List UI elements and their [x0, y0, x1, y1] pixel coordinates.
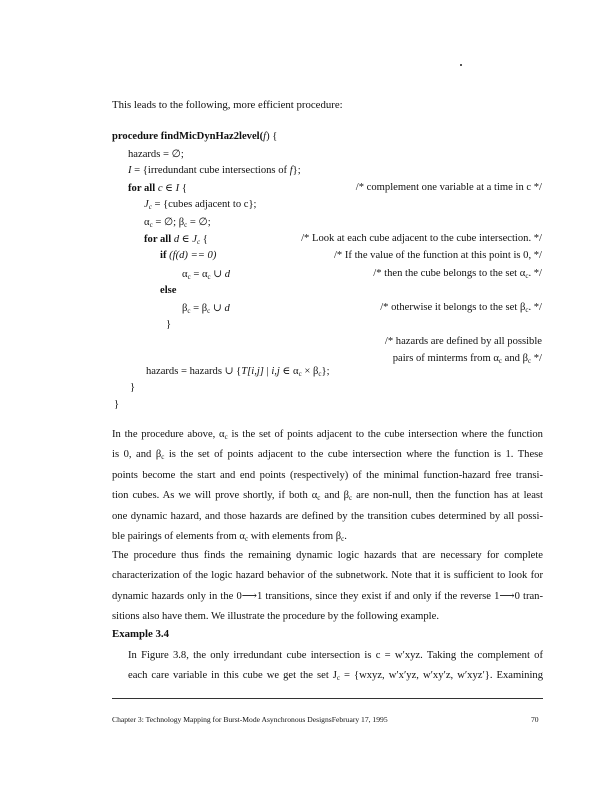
- subscript: c: [187, 273, 191, 281]
- comment-hazards-1: /* hazards are defined by all possible: [384, 336, 542, 347]
- example-line: each care variable in this cube we get the set $J_c$ = {wxyz, w′x′yz, w′xy′z, w′xyz′}. Examining: [128, 670, 543, 683]
- subscript: c: [184, 221, 188, 229]
- keyword-procedure: procedure: [112, 131, 159, 142]
- text: };: [321, 366, 330, 377]
- var-I: I: [128, 165, 132, 176]
- example-heading: Example 3.4: [112, 628, 169, 640]
- code-line-7: [160, 250, 216, 261]
- page-number: 70: [531, 715, 539, 724]
- para1-line: one dynamic hazard, and those hazards are defined by the transition cubes determined by all possi-: [112, 510, 543, 522]
- para1-line: ble pairings of elements from $\alpha_c$ with elements from $\beta_c$.: [112, 530, 347, 543]
- subscript: c: [148, 203, 152, 211]
- procedure-header: [112, 131, 277, 142]
- condition: (f(d) == 0): [166, 250, 217, 261]
- var-J: J: [192, 234, 197, 245]
- brace: {: [200, 234, 208, 245]
- code-line-8: [182, 268, 230, 280]
- comment-if-value: /* If the value of the function at this point is 0, */: [333, 250, 542, 261]
- such-that: |: [263, 366, 272, 377]
- text: pairs of minterms from α: [392, 353, 499, 364]
- subscript: c: [525, 306, 529, 314]
- paren: (: [259, 131, 264, 142]
- para2-line: characterization of the logic hazard behavior of the subnetwork. Note that it is sufficient to look for: [112, 570, 543, 582]
- param: f: [263, 131, 267, 142]
- code-line-5: [144, 216, 211, 228]
- text: hazards = hazards ∪ {: [146, 366, 242, 377]
- alpha: α: [144, 217, 150, 228]
- var-d: d: [173, 234, 180, 245]
- subscript: c: [298, 370, 302, 378]
- closing-brace-inner: }: [166, 319, 172, 330]
- para1-line: In the procedure above, $\alpha_c$ is the set of points adjacent to the cube intersection where the function: [112, 429, 543, 441]
- union: ∪: [210, 269, 225, 280]
- text: };: [292, 165, 301, 176]
- subscript: c: [224, 433, 228, 441]
- text: = {irredundant cube intersections of: [131, 165, 290, 176]
- subscript: c: [244, 534, 249, 543]
- para1-line: tion cubes. As we will prove shortly, if both $\alpha_c$ and $\beta_c$ are non-null, then the function has at least: [112, 490, 543, 503]
- subscript: c: [349, 494, 353, 503]
- subscript: c: [336, 674, 341, 683]
- element-of: ∈: [179, 234, 193, 245]
- text: × β: [301, 366, 319, 377]
- footer-rule: [112, 698, 543, 699]
- element-of: ∈: [162, 183, 176, 194]
- para1-line: points become the start and end points (respectively) of the minimal function-hazard free transi-: [112, 469, 543, 481]
- code-line-3: [128, 182, 187, 194]
- subscript: c: [528, 357, 532, 365]
- keyword-for-all: for all: [128, 183, 156, 194]
- subscript: c: [341, 534, 345, 543]
- subscript: c: [317, 494, 321, 503]
- var-f: f: [289, 165, 293, 176]
- beta: β: [182, 303, 188, 314]
- example-text: [128, 646, 543, 687]
- paragraph-remaining-hazards: [112, 546, 543, 628]
- var-d: d: [224, 303, 230, 314]
- para2-line: dynamic hazards only in the 0⟶1 transitions, since they exist if and only if the reverse 1⟶0 tran-: [112, 590, 543, 602]
- var-T: T[i,j]: [241, 366, 264, 377]
- paragraph-procedure-explanation: [112, 425, 543, 547]
- var-J: J: [144, 199, 149, 210]
- text: = ∅;: [187, 217, 211, 228]
- var-ij: i,j: [271, 366, 280, 377]
- text: . */: [528, 268, 542, 279]
- paren-close: ) {: [266, 131, 278, 142]
- alpha: α: [182, 269, 188, 280]
- union: ∪: [210, 303, 225, 314]
- para2-line: sitions also have them. We illustrate the procedure by the following example.: [112, 611, 439, 623]
- comment-hazards-2: [393, 353, 542, 364]
- subscript: c: [207, 307, 211, 315]
- text: = α: [190, 269, 208, 280]
- text: . */: [528, 302, 542, 313]
- comment-otherwise: [380, 302, 542, 313]
- keyword-for-all: for all: [144, 234, 172, 245]
- var-I: I: [175, 183, 180, 194]
- intro-sentence: This leads to the following, more efficient procedure:: [112, 99, 343, 111]
- code-line-13: [146, 365, 330, 377]
- subscript: c: [318, 370, 322, 378]
- comment-complement: /* complement one variable at a time in c */: [355, 182, 542, 193]
- code-line-4: [144, 199, 257, 210]
- subscript: c: [187, 307, 191, 315]
- brace: {: [179, 183, 187, 194]
- text: /* then the cube belongs to the set α: [373, 268, 526, 279]
- subscript: c: [196, 238, 201, 246]
- subscript: c: [207, 273, 211, 281]
- keyword-if: if: [160, 250, 167, 261]
- subscript: c: [149, 221, 153, 229]
- comment-then: [373, 268, 542, 279]
- var-c: c: [157, 183, 163, 194]
- scan-speck: [460, 64, 462, 66]
- procedure-name: findMicDynHaz2level: [160, 131, 260, 142]
- closing-brace-procedure: }: [114, 399, 120, 410]
- subscript: c: [525, 272, 529, 280]
- example-line: In Figure 3.8, the only irredundant cube intersection is c = w′xyz. Taking the complement of: [128, 650, 543, 661]
- closing-brace-for: }: [130, 382, 136, 393]
- code-line-2: [128, 165, 301, 176]
- text: ∈ α: [279, 366, 299, 377]
- code-line-6: [144, 233, 208, 245]
- text: = β: [190, 303, 208, 314]
- footer-chapter: Chapter 3: Technology Mapping for Burst-Mode Asynchronous DesignsFebruary 17, 1995: [112, 715, 388, 724]
- var-d: d: [224, 269, 231, 280]
- text: = ∅; β: [152, 217, 185, 228]
- para1-line: is 0, and $\beta_c$ is the set of points adjacent to the cube intersection where the function is 1. These: [112, 449, 543, 462]
- code-line-10: [182, 302, 230, 314]
- text: = {cubes adjacent to c};: [151, 199, 257, 210]
- text: /* otherwise it belongs to the set β: [380, 302, 526, 313]
- keyword-else: else: [160, 285, 177, 296]
- comment-look: /* Look at each cube adjacent to the cube intersection. */: [301, 233, 542, 244]
- subscript: c: [498, 357, 503, 365]
- code-line-1: hazards = ∅;: [128, 149, 184, 160]
- para2-line: The procedure thus finds the remaining dynamic logic hazards that are necessary for complete: [112, 550, 543, 561]
- text: */: [531, 353, 542, 364]
- text: and β: [502, 353, 528, 364]
- subscript: c: [161, 453, 165, 462]
